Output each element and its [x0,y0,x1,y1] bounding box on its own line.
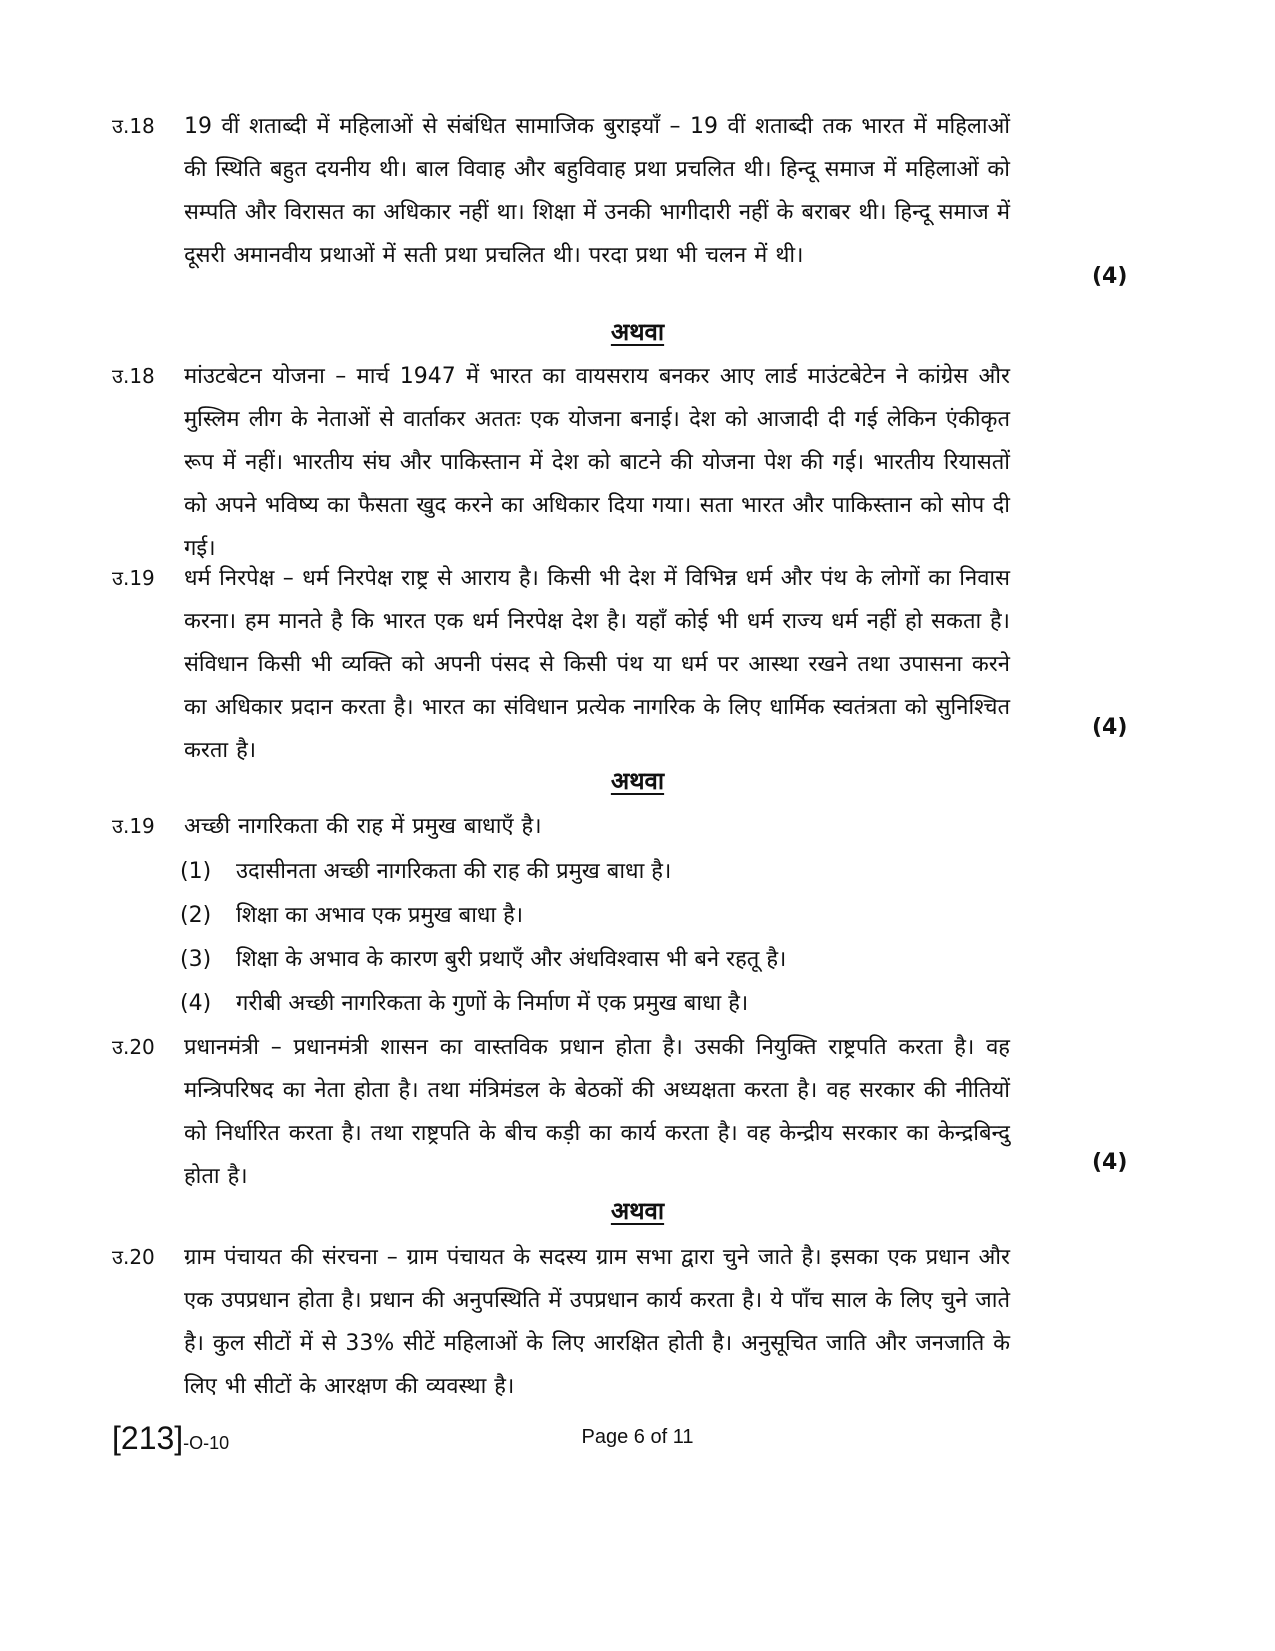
answer-18 [112,105,1012,305]
question-number: उ.18 [112,364,155,388]
question-number: उ.19 [112,814,155,838]
answer-19 [112,557,1012,763]
answer-text: अच्छी नागरिकता की राह में प्रमुख बाधाएँ है। [184,814,542,839]
question-number: उ.18 [112,114,155,138]
question-number: उ.20 [112,1035,155,1059]
question-number: उ.19 [112,566,155,590]
answer-text: प्रधानमंत्री – प्रधानमंत्री शासन का वास्तविक प्रधान होता है। उसकी नियुक्ति राष्ट्रपति करता है। वह मन्त्रिपरिषद का नेता होता है। तथा मंत्रिमंडल के बेठकों की अध्यक्षता करता है। वह सरकार की नीतियों को निर्धारित करता है। तथा राष्ट्रपति के बीच कड़ी का कार्य करता है। वह केन्द्रीय सरकार का केन्द्रबिन्दु होता है। [184,1035,1010,1189]
answer-text: ग्राम पंचायत की संरचना – ग्राम पंचायत के सदस्य ग्राम सभा द्वारा चुने जाते है। इसका एक प्रधान और एक उपप्रधान होता है। प्रधान की अनुपस्थिति में उपप्रधान कार्य करता है। ये पाँच साल के लिए चुने जाते है। कुल सीटों में से 33% सीटें महिलाओं के लिए आरक्षित होती है। अनुसूचित जाति और जनजाति के लिए भी सीटों के आरक्षण की व्यवस्था है। [184,1245,1010,1399]
answer-20 [112,1026,1012,1196]
page-number: Page 6 of 11 [581,1426,694,1448]
athva-heading: अथवा [610,767,665,795]
athva-heading: अथवा [610,1197,665,1225]
question-number: उ.20 [112,1245,155,1269]
answer-20-alt [112,1236,1012,1406]
answer-text: धर्म निरपेक्ष – धर्म निरपेक्ष राष्ट्र से आराय है। किसी भी देश में विभिन्न धर्म और पंथ के लोगों का निवास करना। हम मानते है कि भारत एक धर्म निरपेक्ष देश है। यहाँ कोई भी धर्म राज्य धर्म नहीं हो सकता है। संविधान किसी भी व्यक्ति को अपनी पंसद से किसी पंथ या धर्म पर आस्था रखने तथा उपासना करने का अधिकार प्रदान करता है। भारत का संविधान प्रत्येक नागरिक के लिए धार्मिक स्वतंत्रता को सुनिश्चित करता है। [184,566,1010,763]
marks: (4) [1092,1150,1128,1175]
answer-text: 19 वीं शताब्दी में महिलाओं से संबंधित सामाजिक बुराइयाँ – 19 वीं शताब्दी तक भारत में महिलाओं की स्थिति बहुत दयनीय थी। बाल विवाह और बहुविवाह प्रथा प्रचलित थी। हिन्दू समाज में महिलाओं को सम्पति और विरासत का अधिकार नहीं था। शिक्षा में उनकी भागीदारी नहीं के बराबर थी। हिन्दू समाज में दूसरी अमानवीय प्रथाओं में सती प्रथा प्रचलित थी। परदा प्रथा भी चलन में थी। [184,114,1010,268]
document-code: [213]-O-10 [112,1420,230,1456]
answer-18-alt [112,355,1012,561]
marks: (4) [1092,715,1128,740]
athva-heading: अथवा [610,318,665,346]
answer-text: मांउटबेटन योजना – मार्च 1947 में भारत का वायसराय बनकर आए लार्ड माउंटबेटेन ने कांग्रेस और मुस्लिम लीग के नेताओं से वार्ताकर अततः एक योजना बनाई। देश को आजादी दी गई लेकिन एंकीकृत रूप में नहीं। भारतीय संघ और पाकिस्तान में देश को बाटने की योजना पेश की गई। भारतीय रियासतों को अपने भविष्य का फैसता खुद करने का अधिकार दिया गया। सता भारत और पाकिस्तान को सोप दी गई। [184,364,1010,561]
answer-19-alt [112,805,1012,850]
marks: (4) [1092,264,1128,289]
